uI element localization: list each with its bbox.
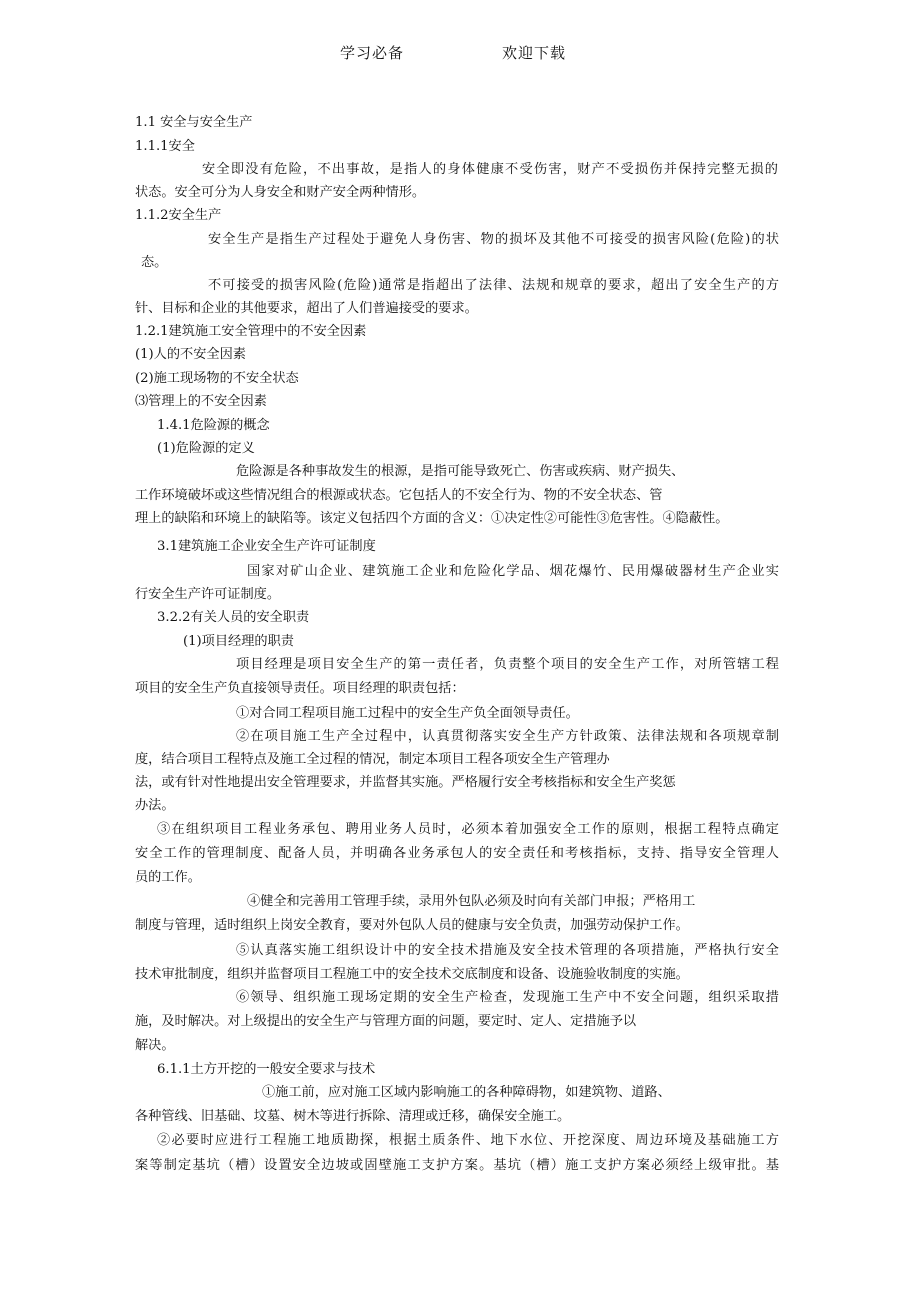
list-item: ②在项目施工生产全过程中，认真贯彻落实安全生产方针政策、法律法规和各项规章制	[236, 729, 779, 744]
section-heading: 1.4.1危险源的概念	[157, 418, 270, 433]
paragraph-line: 工作环境破坏或这些情况组合的根源或状态。它包括人的不安全行为、物的不安全状态、管	[135, 488, 663, 503]
subsection-heading: 1.1.2安全生产	[135, 208, 222, 223]
paragraph-line: 不可接受的损害风险(危险)通常是指超出了法律、法规和规章的要求，超出了安全生产的方	[208, 278, 779, 293]
list-item: ③在组织项目工程业务承包、聘用业务人员时，必须本着加强安全工作的原则，根据工程特点确定	[157, 822, 779, 837]
list-item: ⑥领导、组织施工现场定期的安全生产检查，发现施工生产中不安全问题，组织采取措	[236, 990, 779, 1005]
section-heading: 3.2.2有关人员的安全职责	[157, 610, 310, 625]
subsection-heading: 1.1.1安全	[135, 139, 195, 154]
subsection-heading: (1)项目经理的职责	[183, 634, 294, 649]
section-heading: 1.2.1建筑施工安全管理中的不安全因素	[135, 324, 367, 339]
header-right: 欢迎下载	[502, 44, 567, 62]
list-item: ①对合同工程项目施工过程中的安全生产负全面领导责任。	[236, 706, 579, 721]
paragraph-line: 度，结合项目工程特点及施工全过程的情况，制定本项目工程各项安全生产管理办	[135, 752, 610, 767]
section-heading: 3.1建筑施工企业安全生产许可证制度	[157, 539, 376, 554]
paragraph-line: 态。	[141, 255, 168, 270]
paragraph-line: 项目经理是项目安全生产的第一责任者，负责整个项目的安全生产工作，对所管辖工程	[236, 657, 779, 672]
paragraph-line: 施，及时解决。对上级提出的安全生产与管理方面的问题，要定时、定人、定措施予以	[135, 1014, 637, 1029]
paragraph-line: 员的工作。	[135, 870, 201, 885]
paragraph-line: 危险源是各种事故发生的根源，是指可能导致死亡、伤害或疾病、财产损失、	[236, 464, 685, 479]
paragraph-line: 安全工作的管理制度、配备人员，并明确各业务承包人的安全责任和考核指标，支持、指导安全管理人	[135, 846, 779, 861]
subsection-heading: (1)危险源的定义	[157, 441, 255, 456]
paragraph-line: 行安全生产许可证制度。	[135, 587, 281, 602]
paragraph-line: 办法。	[135, 798, 175, 813]
list-item: ④健全和完善用工管理手续，录用外包队必须及时向有关部门申报；严格用工	[247, 894, 696, 909]
paragraph-line: 解决。	[135, 1038, 175, 1053]
paragraph-line: 国家对矿山企业、建筑施工企业和危险化学品、烟花爆竹、民用爆破器材生产企业实	[247, 564, 779, 579]
paragraph-line: 针、目标和企业的其他要求，超出了人们普遍接受的要求。	[135, 301, 478, 316]
list-item: ②必要时应进行工程施工地质勘探，根据土质条件、地下水位、开挖深度、周边环境及基础施工方	[157, 1133, 779, 1148]
list-item: (2)施工现场物的不安全状态	[135, 371, 299, 386]
paragraph-line: 制度与管理，适时组织上岗安全教育，要对外包队人员的健康与安全负责，加强劳动保护工作。	[135, 918, 689, 933]
paragraph-line: 理上的缺陷和环境上的缺陷等。该定义包括四个方面的含义：①决定性②可能性③危害性。④隐蔽性。	[135, 511, 729, 526]
paragraph-line: 案等制定基坑（槽）设置安全边坡或固壁施工支护方案。基坑（槽）施工支护方案必须经上级审批。基	[135, 1158, 779, 1173]
paragraph-line: 技术审批制度，组织并监督项目工程施工中的安全技术交底制度和设备、设施验收制度的实施。	[135, 967, 689, 982]
header-left: 学习必备	[340, 44, 405, 62]
paragraph-line: 状态。安全可分为人身安全和财产安全两种情形。	[135, 185, 426, 200]
paragraph-line: 项目的安全生产负直接领导责任。项目经理的职责包括：	[135, 681, 465, 696]
paragraph-line: 安全生产是指生产过程处于避免人身伤害、物的损坏及其他不可接受的损害风险(危险)的状	[208, 232, 779, 247]
list-item: ①施工前，应对施工区域内影响施工的各种障碍物，如建筑物、道路、	[262, 1085, 671, 1100]
paragraph-line: 各种管线、旧基础、坟墓、树木等进行拆除、清理或迁移，确保安全施工。	[135, 1109, 571, 1124]
paragraph-line: 法，或有针对性地提出安全管理要求，并监督其实施。严格履行安全考核指标和安全生产奖惩	[135, 775, 676, 790]
list-item: ⑶管理上的不安全因素	[135, 394, 267, 409]
section-heading: 6.1.1土方开挖的一般安全要求与技术	[157, 1062, 376, 1077]
paragraph-line: 安全即没有危险，不出事故，是指人的身体健康不受伤害，财产不受损伤并保持完整无损的	[202, 162, 778, 177]
section-heading: 1.1 安全与安全生产	[135, 115, 253, 130]
list-item: (1)人的不安全因素	[135, 347, 246, 362]
list-item: ⑤认真落实施工组织设计中的安全技术措施及安全技术管理的各项措施，严格执行安全	[236, 943, 779, 958]
